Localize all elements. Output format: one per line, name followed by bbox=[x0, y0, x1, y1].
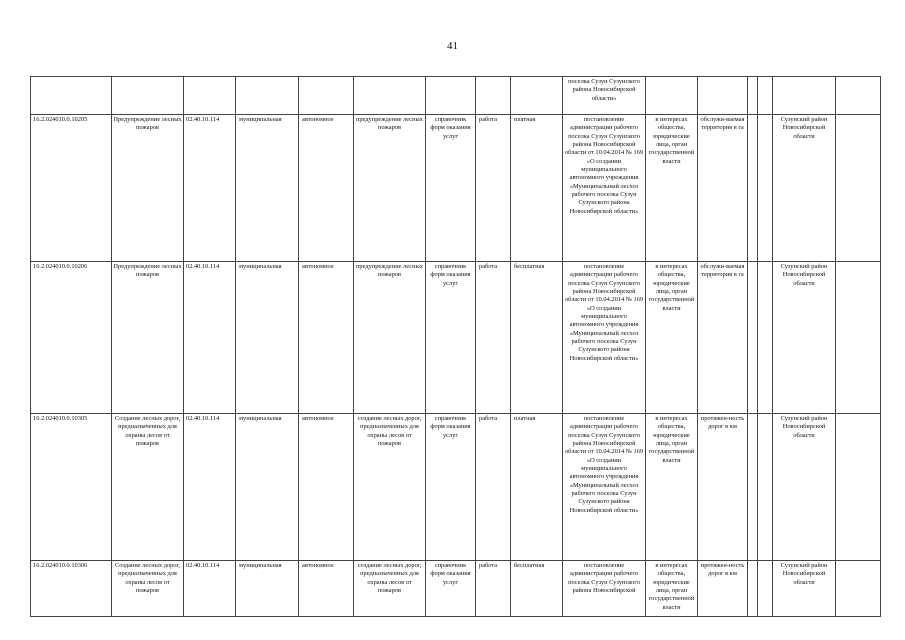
cell-empty bbox=[354, 77, 426, 115]
page-number: 41 bbox=[447, 40, 458, 52]
cell-indicator: обслужи-ваемая территория в га bbox=[698, 115, 748, 262]
cell-empty bbox=[836, 77, 881, 115]
cell-empty bbox=[758, 77, 773, 115]
cell-empty bbox=[511, 77, 563, 115]
table-row bbox=[31, 262, 881, 414]
cell-empty bbox=[426, 77, 476, 115]
cell-empty bbox=[748, 262, 758, 414]
cell-service: Предупреждение лесных пожаров bbox=[112, 262, 184, 414]
cell-empty bbox=[836, 414, 881, 561]
services-table bbox=[30, 76, 881, 617]
cell-okved: 02.40.10.114 bbox=[184, 115, 236, 262]
cell-empty bbox=[476, 77, 511, 115]
cell-empty bbox=[758, 414, 773, 561]
cell-empty bbox=[758, 115, 773, 262]
cell-code: 16.2.024010.0.10206 bbox=[31, 262, 112, 414]
cell-service: Создание лесных дорог, предназначенных для охраны лесов от пожаров bbox=[112, 561, 184, 617]
cell-empty bbox=[112, 77, 184, 115]
cell-work-type: предупреждение лесных пожаров bbox=[354, 115, 426, 262]
cell-empty bbox=[748, 414, 758, 561]
cell-code: 16.2.024010.0.10305 bbox=[31, 414, 112, 561]
cell-kind: работа bbox=[476, 262, 511, 414]
cell-institution-type: автономное bbox=[299, 561, 354, 617]
cell-kind: работа bbox=[476, 115, 511, 262]
cell-okved: 02.40.10.114 bbox=[184, 262, 236, 414]
cell-empty bbox=[31, 77, 112, 115]
cell-code: 16.2.024010.0.10205 bbox=[31, 115, 112, 262]
cell-empty bbox=[758, 262, 773, 414]
cell-okved: 02.40.10.114 bbox=[184, 414, 236, 561]
cell-service: Создание лесных дорог, предназначенных для охраны лесов от пожаров bbox=[112, 414, 184, 561]
cell-basis: постановление администрации рабочего поселка Сузун Сузунского района Новосибирской области от 10.04.2014 № 169 «О создании муниципального автономного учреждения «Муниципальный лесхоз рабочего поселка Сузун Сузунского района Новосибирской области» bbox=[563, 115, 646, 262]
cell-code: 16.2.024010.0.10306 bbox=[31, 561, 112, 617]
cell-indicator: обслужи-ваемая территория в га bbox=[698, 262, 748, 414]
cell-basis: постановление администрации рабочего поселка Сузун Сузунского района Новосибирской области от 10.04.2014 № 169 «О создании муниципального автономного учреждения «Муниципальный лесхоз рабочего поселка Сузун Сузунского района Новосибирской области» bbox=[563, 262, 646, 414]
cell-empty bbox=[646, 77, 698, 115]
cell-kind: работа bbox=[476, 414, 511, 561]
cell-empty bbox=[758, 561, 773, 617]
cell-basis: постановление администрации рабочего поселка Сузун Сузунского района Новосибирской области от 10.04.2014 № 169 «О создании муниципального автономного учреждения «Муниципальный лесхоз рабочего поселка Сузун Сузунского района Новосибирской области» bbox=[563, 414, 646, 561]
cell-empty bbox=[836, 262, 881, 414]
table-row bbox=[31, 115, 881, 262]
cell-territory: Сузунский район Новосибирской области bbox=[773, 414, 836, 561]
cell-ownership: муниципальная bbox=[236, 262, 299, 414]
cell-payment: бесплатная bbox=[511, 262, 563, 414]
cell-empty bbox=[184, 77, 236, 115]
cell-work-type: предупреждение лесных пожаров bbox=[354, 262, 426, 414]
cell-form: справочник форм оказания услуг bbox=[426, 414, 476, 561]
cell-institution-type: автономное bbox=[299, 115, 354, 262]
cell-empty bbox=[698, 77, 748, 115]
cell-kind: работа bbox=[476, 561, 511, 617]
cell-institution-type: автономное bbox=[299, 262, 354, 414]
cell-empty bbox=[299, 77, 354, 115]
cell-payment: бесплатная bbox=[511, 561, 563, 617]
cell-consumers: в интересах общества, юридические лица, орган государственной власти bbox=[646, 262, 698, 414]
cell-work-type: создание лесных дорог, предназначенных для охраны лесов от пожаров bbox=[354, 561, 426, 617]
cell-payment: платная bbox=[511, 115, 563, 262]
cell-empty bbox=[748, 561, 758, 617]
cell-empty bbox=[836, 115, 881, 262]
cell-empty bbox=[748, 115, 758, 262]
cell-consumers: в интересах общества, юридические лица, орган государственной власти bbox=[646, 414, 698, 561]
cell-indicator: протяжен-ность дорог в км bbox=[698, 561, 748, 617]
cell-empty bbox=[773, 77, 836, 115]
cell-payment: платная bbox=[511, 414, 563, 561]
cell-consumers: в интересах общества, юридические лица, орган государственной власти bbox=[646, 561, 698, 617]
cell-consumers: в интересах общества, юридические лица, орган государственной власти bbox=[646, 115, 698, 262]
cell-empty bbox=[836, 561, 881, 617]
table-row bbox=[31, 561, 881, 617]
cell-territory: Сузунский район Новосибирской области bbox=[773, 262, 836, 414]
cell-basis: поселка Сузун Сузунского района Новосибирской области» bbox=[563, 77, 646, 115]
cell-service: Предупреждение лесных пожаров bbox=[112, 115, 184, 262]
cell-form: справочник форм оказания услуг bbox=[426, 115, 476, 262]
cell-territory: Сузунский район Новосибирской области bbox=[773, 561, 836, 617]
cell-institution-type: автономное bbox=[299, 414, 354, 561]
table-row bbox=[31, 414, 881, 561]
cell-work-type: создание лесных дорог, предназначенных для охраны лесов от пожаров bbox=[354, 414, 426, 561]
cell-ownership: муниципальная bbox=[236, 561, 299, 617]
cell-territory: Сузунский район Новосибирской области bbox=[773, 115, 836, 262]
cell-indicator: протяжен-ность дорог в км bbox=[698, 414, 748, 561]
cell-basis: постановление администрации рабочего поселка Сузун Сузунского района Новосибирской bbox=[563, 561, 646, 617]
cell-ownership: муниципальная bbox=[236, 414, 299, 561]
table-row-continuation bbox=[31, 77, 881, 115]
cell-ownership: муниципальная bbox=[236, 115, 299, 262]
cell-empty bbox=[236, 77, 299, 115]
cell-okved: 02.40.10.114 bbox=[184, 561, 236, 617]
cell-form: справочник форм оказания услуг bbox=[426, 561, 476, 617]
cell-form: справочник форм оказания услуг bbox=[426, 262, 476, 414]
cell-empty bbox=[748, 77, 758, 115]
